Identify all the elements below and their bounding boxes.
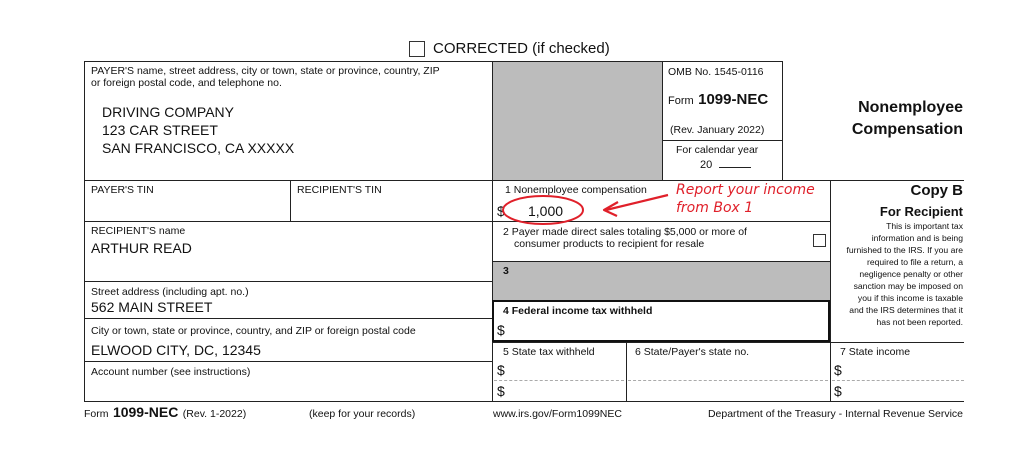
box7-dollar-2[interactable]: $ xyxy=(834,383,842,399)
footer-form-name: 1099-NEC xyxy=(112,404,179,420)
copy-b-notice-1: This is important tax xyxy=(886,221,963,231)
box2-label-line2: consumer products to recipient for resale xyxy=(514,238,705,250)
payer-name: DRIVING COMPANY xyxy=(102,104,234,120)
copy-b-subtitle: For Recipient xyxy=(879,204,963,219)
box6-dash xyxy=(628,380,828,381)
omb-year-divider xyxy=(662,140,782,141)
omb-form-name: 1099-NEC xyxy=(698,91,769,108)
copyb-left-border xyxy=(830,180,831,401)
omb-revision: (Rev. January 2022) xyxy=(670,124,765,136)
calendar-year-blank[interactable] xyxy=(719,167,751,168)
footer-revision: (Rev. 1-2022) xyxy=(182,408,247,420)
box2-label-line1: 2 Payer made direct sales totaling $5,000 or more of xyxy=(503,226,747,238)
box6-label: 6 State/Payer's state no. xyxy=(635,346,750,358)
calendar-year xyxy=(700,159,751,172)
box1-value[interactable]: 1,000 xyxy=(528,203,564,219)
form-left-border xyxy=(84,61,85,401)
recipient-city-label: City or town, state or province, country, and ZIP or foreign postal code xyxy=(91,325,416,337)
footer-form-id xyxy=(84,404,246,422)
copy-b-notice-2: information and is being xyxy=(871,233,963,243)
copy-b-notice-5: negligence penalty or other xyxy=(859,269,963,279)
footer-department: Department of the Treasury - Internal Revenue Service xyxy=(707,408,963,420)
box5-box6-divider xyxy=(626,342,627,401)
recipient-name-bottom xyxy=(84,281,492,282)
recipient-name[interactable]: ARTHUR READ xyxy=(91,240,192,256)
recipient-city[interactable]: ELWOOD CITY, DC, 12345 xyxy=(91,342,261,358)
payer-street: 123 CAR STREET xyxy=(102,122,218,138)
box7-dollar-1[interactable]: $ xyxy=(834,362,842,378)
copy-b-notice-4: required to file a return, a xyxy=(866,257,963,267)
box5-dash xyxy=(494,380,624,381)
box3-shaded xyxy=(493,262,830,300)
copy-b-title: Copy B xyxy=(910,182,963,199)
footer-keep: (keep for your records) xyxy=(309,408,416,420)
payer-tin-label: PAYER'S TIN xyxy=(91,184,154,196)
footer-form-prefix: Form xyxy=(84,408,109,420)
box4-dollar-sign[interactable]: $ xyxy=(497,322,505,338)
copy-b-notice-9: has not been reported. xyxy=(876,317,963,327)
copy-b-notice-8: and the IRS determines that it xyxy=(849,305,963,315)
calendar-year-label: For calendar year xyxy=(676,144,759,156)
box3-label: 3 xyxy=(503,265,509,277)
box2-checkbox[interactable] xyxy=(813,234,826,247)
box7-label: 7 State income xyxy=(840,346,911,358)
omb-form-id xyxy=(668,91,768,109)
form-title-line2: Compensation xyxy=(851,121,963,138)
payer-label-line1: PAYER'S name, street address, city or town, state or province, country, ZIP xyxy=(91,65,440,77)
box4-label: 4 Federal income tax withheld xyxy=(503,305,653,317)
corrected-label: CORRECTED (if checked) xyxy=(433,40,610,57)
tin-divider xyxy=(290,180,291,221)
copy-b-notice-3: furnished to the IRS. If you are xyxy=(846,245,963,255)
omb-number: OMB No. 1545-0116 xyxy=(668,66,764,78)
street-bottom xyxy=(84,318,492,319)
box7-dash xyxy=(832,380,964,381)
box5-dollar-1[interactable]: $ xyxy=(497,362,505,378)
form-bottom-border xyxy=(84,401,964,402)
box1-circle xyxy=(503,196,583,224)
recipient-tin-label: RECIPIENT'S TIN xyxy=(297,184,382,196)
city-bottom xyxy=(84,361,492,362)
corrected-checkbox[interactable] xyxy=(409,41,425,57)
calendar-year-prefix: 20 xyxy=(700,159,713,171)
shaded-area-top xyxy=(493,62,662,180)
annotation-text-line2: from Box 1 xyxy=(676,200,754,216)
recipient-street[interactable]: 562 MAIN STREET xyxy=(91,299,213,315)
payer-city: SAN FRANCISCO, CA XXXXX xyxy=(102,140,295,156)
form-title-line1: Nonemployee xyxy=(858,99,963,116)
payer-label-line2: or foreign postal code, and telephone no. xyxy=(91,77,282,89)
box1-dollar-sign: $ xyxy=(497,203,505,219)
form-top-border xyxy=(84,61,782,62)
annotation-text-line1: Report your income xyxy=(676,182,815,198)
copy-b-notice-7: you if this income is taxable xyxy=(857,293,963,303)
box5-dollar-2[interactable]: $ xyxy=(497,383,505,399)
account-number-label: Account number (see instructions) xyxy=(91,366,251,378)
box5-label: 5 State tax withheld xyxy=(503,346,595,358)
box1-label: 1 Nonemployee compensation xyxy=(505,184,647,196)
recipient-name-label: RECIPIENT'S name xyxy=(91,225,186,237)
state-row-top xyxy=(492,342,964,343)
footer-url: www.irs.gov/Form1099NEC xyxy=(493,408,622,420)
recipient-street-label: Street address (including apt. no.) xyxy=(91,286,249,298)
omb-left-border xyxy=(662,61,663,180)
omb-form-prefix: Form xyxy=(668,95,694,107)
copy-b-notice-6: sanction may be imposed on xyxy=(853,281,963,291)
omb-right-border xyxy=(782,61,783,180)
